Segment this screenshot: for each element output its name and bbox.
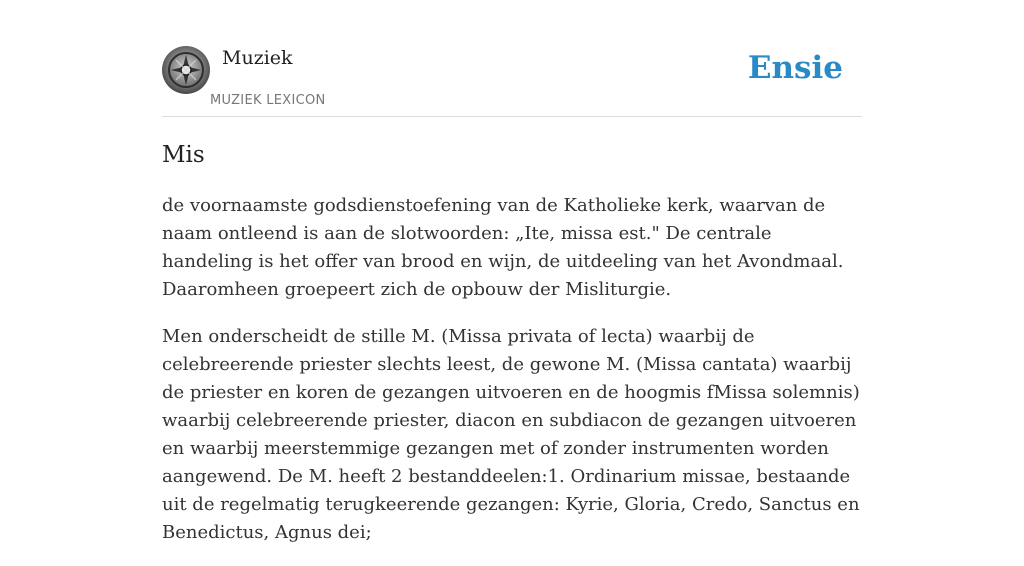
paragraph: de voornaamste godsdienstoefening van de Katholieke kerk, waarvan de naam ontleend is aan de slotwoorden: „Ite, missa est." De centrale handeling is het offer van brood en wijn, de uitdeeling van het Avondmaal. Daaromheen groepeert zich de opbouw der Misliturgie. xyxy=(162,195,844,300)
source-subtitle[interactable]: MUZIEK LEXICON xyxy=(210,93,326,108)
music-emblem-icon xyxy=(162,46,210,94)
source-avatar[interactable] xyxy=(162,46,210,94)
brand-logo[interactable]: Ensie xyxy=(747,50,843,86)
paragraph: Men onderscheidt de stille M. (Missa privata of lecta) waarbij de celebreerende priester slechts leest, de gewone M. (Missa cantata) waarbij de priester en koren de gezangen uitvoeren en de hoogmis fMissa solemnis) waarbij celebreerende priester, diacon en subdiacon de gezangen uitvoeren en waarbij meerstemmige gezangen met of zonder instrumenten worden aangewend. De M. heeft 2 bestanddeelen:1. Ordinarium missae, bestaande uit de regelmatig terugkeerende gezangen: Kyrie, Gloria, Credo, Sanctus en Benedictus, Agnus dei; xyxy=(162,326,860,543)
page xyxy=(162,0,862,543)
source-title[interactable]: Muziek xyxy=(222,47,293,69)
entry-content xyxy=(162,192,862,566)
entry-title: Mis xyxy=(162,142,205,168)
entry-header xyxy=(162,0,862,117)
